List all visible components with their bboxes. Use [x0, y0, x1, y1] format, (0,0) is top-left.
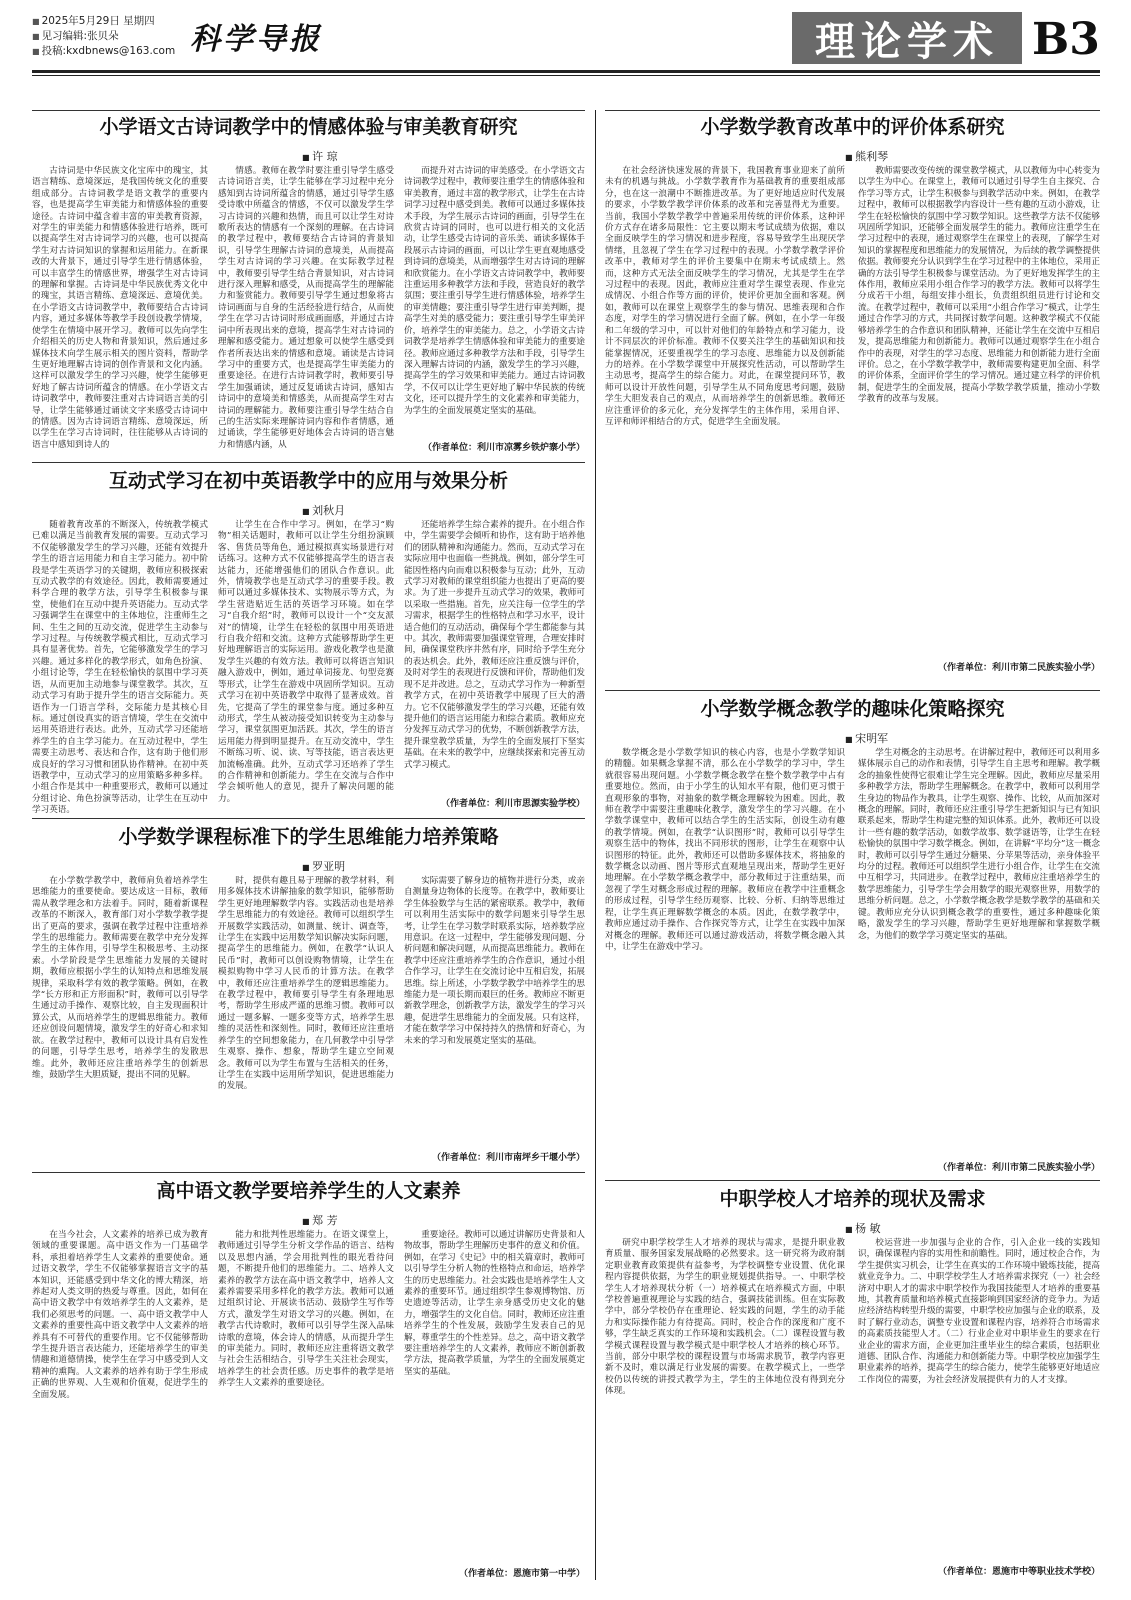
article-column: 数学概念是小学数学知识的核心内容，也是小学数学知识的精髓。如果概念掌握不清，那么在小学数学的学习中，学生就很容易出现问题。小学数学概念教学在整个数学教学中占有重要地位。然而，由于小学生的认知水平有限，他们更习惯于直观形象的事物，对抽象的数学概念理解较为困难。因此，教师在教学中需要注重趣味化教学，激发学生的学习兴趣。在小学数学课堂中，教师可以结合学生的生活实际，创设生动有趣的教学情境。例如，在教学“认识图形”时，教师可以引导学生观察生活中的物体，找出不同形状的图形，让学生在观察中认识图形的特征。此外，教师还可以借助多媒体技术，将抽象的数学概念以动画、图片等形式直观地呈现出来，帮助学生更好地理解。在小学数学概念教学中，部分教师过于注重结果，而忽视了学生对概念形成过程的理解。教师应在教学中注重概念的形成过程，引导学生经历观察、比较、分析、归纳等思维过程，让学生真正理解数学概念的本质。因此，在数学教学中，教师应通过动手操作、合作探究等方式，让学生在实践中加深对概念的理解。教师还可以通过游戏活动，将数学概念融入其中，让学生在游戏中学习。	[605, 748, 845, 952]
article-column: 还能培养学生综合素养的提升。在小组合作中，学生需要学会倾听和协作，这有助于培养他们的团队精神和沟通能力。然而，互动式学习在实际应用中也面临一些挑战。例如，部分学生可能因性格内向而难以积极参与互动；此外，互动式学习对教师的课堂组织能力也提出了更高的要求。为了进一步提升互动式学习的效果，教师可以采取一些措施。首先，应关注每一位学生的学习需求，根据学生的性格特点和学习水平，设计适合他们的互动活动，确保每个学生都能参与其中。其次，教师需要加强课堂管理，合理安排时间，确保课堂秩序井然有序，同时给予学生充分的表达机会。此外，教师还应注重反馈与评价，及时对学生的表现进行反馈和评价，帮助他们发现不足并改进。总之，互动式学习作为一种新型教学方式，在初中英语教学中展现了巨大的潜力。它不仅能够激发学生的学习兴趣，还能有效提升他们的语言运用能力和综合素质。教师应充分发挥互动式学习的优势，不断创新教学方法，提升课堂教学质量，为学生的全面发展打下坚实基础。在未来的教学中，应继续探索和完善互动式学习模式。	[404, 520, 585, 770]
article-rule	[32, 110, 585, 111]
article-rule	[605, 110, 1100, 111]
article-column: 在社会经济快速发展的背景下，我国教育事业迎来了前所未有的机遇与挑战。小学数学教育作为基础教育的重要组成部分，也在这一浪潮中不断推进改革。为了更好地适应时代发展的要求，小学数学教学评价体系的改革和完善显得尤为重要。当前，我国小学数学教学中普遍采用传统的评价体系，这种评价方式存在诸多局限性：它主要以期末考试成绩为依据，难以全面反映学生的学习情况和进步程度，容易导致学生出现厌学情绪，且忽视了学生在学习过程中的表现。小学数学教学评价改革中，教师对学生的评价主要集中在期末考试成绩上。然而，这种方式无法全面反映学生的学习情况，尤其是学生在学习过程中的表现。因此，教师应注重对学生课堂表现、作业完成情况、小组合作等方面的评价，使评价更加全面和客观。例如，教师可以在课堂上观察学生的参与情况、思维表现和合作态度，对学生的学习情况进行全面了解。例如，在小学一年级和二年级的学习中，可以针对他们的年龄特点和学习能力，设计不同层次的评价标准。教师不仅要关注学生的基础知识和技能掌握情况，还要重视学生的学习态度、思维能力以及创新能力的培养。在小学数学课堂中开展探究性活动，可以帮助学生主动思考，提高学生的综合能力。对此，在课堂提问环节，教师可以设计开放性问题，引导学生从不同角度思考问题，鼓励学生大胆发表自己的观点，从而培养学生的创新思维。教师还应注重评价的多元化，充分发挥学生的主体作用，采用自评、互评和师评相结合的方式，促进学生全面发展。	[605, 166, 845, 427]
article-title: 小学数学教育改革中的评价体系研究	[700, 116, 1005, 138]
article-column: 学生对概念的主动思考。在讲解过程中，教师还可以利用多媒体展示自己的动作和表情，引导学生自主思考和理解。教学概念的抽象性使得它很难让学生完全理解。因此，教师应尽量采用多种教学方法，帮助学生理解概念。在教学中，教师可以利用学生身边的物品作为教具，让学生观察、操作、比较，从而加深对概念的理解。同时，教师还应注重引导学生把新知识与已有知识联系起来，帮助学生构建完整的知识体系。此外，教师还可以设计一些有趣的数学活动，如数学故事、数学谜语等，让学生在轻松愉快的氛围中学习数学概念。例如，在讲解“平均分”这一概念时，教师可以引导学生通过分糖果、分苹果等活动，亲身体验平均分的过程。教师还可以组织学生进行小组合作，让学生在交流中互相学习，共同进步。在教学过程中，教师应注重培养学生的数学思维能力，引导学生学会用数学的眼光观察世界，用数学的思维分析问题。总之，小学数学概念教学是数学教学的基础和关键。教师应充分认识到概念教学的重要性，通过多种趣味化策略，激发学生的学习兴趣，帮助学生更好地理解和掌握数学概念，为他们的数学学习奠定坚实的基础。	[858, 748, 1100, 941]
author-affiliation: （作者单位：恩施市第一中学）	[458, 1569, 585, 1579]
article-author: ■ 杨 敏	[845, 1220, 881, 1236]
author-affiliation: （作者单位：利川市第二民族实验小学）	[937, 663, 1100, 673]
article-title: 小学数学概念教学的趣味化策略探究	[700, 698, 1005, 720]
author-affiliation: （作者单位：利川市南坪乡干堰小学）	[431, 1153, 585, 1163]
column-divider	[595, 110, 596, 1580]
article-rule	[605, 1180, 1100, 1181]
article-column: 在当今社会，人文素养的培养已成为教育领域的重要课题。高中语文作为一门基础学科，承担着培养学生人文素养的重要使命。通过语文教学，学生不仅能够掌握语言文字的基本知识，还能感受到中华文化的博大精深，培养起对人类文明的热爱与尊重。因此，如何在高中语文教学中有效培养学生的人文素养，是我们必须思考的问题。一、高中语文教学中人文素养的重要性高中语文教学中人文素养的培养具有不可替代的重要作用。它不仅能够帮助学生提升语言表达能力，还能培养学生的审美情趣和道德情操，使学生在学习中感受到人文精神的熏陶。人文素养的培养有助于学生形成正确的世界观、人生观和价值观，促进学生的全面发展。	[32, 1230, 208, 1400]
masthead-rule	[32, 70, 1100, 73]
article-title: 中职学校人才培养的现状及需求	[719, 1188, 986, 1210]
article-column: 随着教育改革的不断深入，传统教学模式已难以满足当前教育发展的需要。互动式学习不仅能够激发学生的学习兴趣，还能有效提升学生的语言运用能力和自主学习能力。初中阶段是学生英语学习的关键期，教师应积极探索互动式教学的有效途径。因此，教师需要通过科学合理的教学方法，引导学生积极参与课堂，使他们在互动中提升英语能力。互动式学习强调学生在课堂中的主体地位，注重师生之间、生生之间的互动交流，促进学生主动参与学习过程。与传统教学模式相比，互动式学习具有显著优势。首先，它能够激发学生的学习兴趣。通过多样化的教学形式，如角色扮演、小组讨论等，学生在轻松愉快的氛围中学习英语，从而更加主动地参与课堂教学。其次，互动式学习有助于提升学生的语言交际能力。英语作为一门语言学科，交际能力是其核心目标。通过创设真实的语言情境，学生在交流中运用英语进行表达。此外，互动式学习还能培养学生的自主学习能力。在互动过程中，学生需要主动思考、表达和合作，这有助于他们形成良好的学习习惯和团队协作精神。在初中英语教学中，互动式学习的应用策略多种多样。小组合作是其中一种重要形式，教师可以通过分组讨论、角色扮演等活动，让学生在互动中学习英语。	[32, 520, 208, 816]
article-title: 互动式学习在初中英语教学中的应用与效果分析	[108, 470, 508, 492]
author-affiliation: （作者单位：恩施市中等职业技术学校）	[937, 1567, 1100, 1577]
contact-email: ■ 投稿:kxdbnews@163.com	[32, 44, 175, 59]
article-column: 让学生在合作中学习。例如，在学习“购物”相关话题时，教师可以让学生分组扮演顾客、售货员等角色，通过模拟真实场景进行对话练习。这种方式不仅能够提高学生的语言表达能力，还能增强他们的团队合作意识。此外，情境教学也是互动式学习的重要手段。教师可以通过多媒体技术、实物展示等方式，为学生营造贴近生活的英语学习环境。如在学习“自我介绍”时，教师可以设计一个“交友派对”的情境，让学生在轻松的氛围中用英语进行自我介绍和交流。这种方式能够帮助学生更好地理解语言的实际运用。游戏化教学也是激发学生兴趣的有效方法。教师可以将语言知识融入游戏中，例如，通过单词接龙、句型竞赛等形式，让学生在游戏中巩固所学知识。互动式学习在初中英语教学中取得了显著成效。首先，它提高了学生的课堂参与度。通过多种互动形式，学生从被动接受知识转变为主动参与学习，课堂氛围更加活跃。其次，学生的语言运用能力得到明显提升。在互动交流中，学生不断练习听、说、读、写等技能，语言表达更加流畅准确。此外，互动式学习还培养了学生的合作精神和创新能力。学生在交流与合作中学会倾听他人的意见，提升了解决问题的能力。	[218, 520, 394, 804]
article-title: 小学语文古诗词教学中的情感体验与审美教育研究	[99, 116, 518, 138]
article-column: 教师需要改变传统的课堂教学模式，从以教师为中心转变为以学生为中心。在课堂上，教师可以通过引导学生自主探究、合作学习等方式，让学生积极参与到教学活动中来。例如，在教学过程中，教师可以根据教学内容设计一些有趣的互动小游戏，让学生在轻松愉快的氛围中学习数学知识。这些教学方法不仅能够巩固所学知识，还能够全面发展学生的能力。教师应注重学生在学习过程中的表现，通过观察学生在课堂上的表现，了解学生对知识的掌握程度和思维能力的发展情况，为后续的教学调整提供依据。教师要充分认识到学生在学习过程中的主体地位，采用正确的方法引导学生积极参与课堂活动。为了更好地发挥学生的主体作用，教师应采用小组合作学习的教学方法。教师可以将学生分成若干小组，每组安排小组长，负责组织组员进行讨论和交流。在教学过程中，教师可以采用“小组合作学习”模式，让学生通过合作学习的方式，共同探讨数学问题。这种教学模式不仅能够培养学生的合作意识和团队精神，还能让学生在交流中互相启发，提高思维能力和创新能力。教师可以通过观察学生在小组合作中的表现，对学生的学习态度、思维能力和创新能力进行全面评价。总之，在小学数学教学中，教师需要构建更加全面、科学的评价体系，全面评价学生的学习情况。通过建立科学的评价机制，促进学生的全面发展，提高小学数学教学质量，推动小学数学教育的改革与发展。	[858, 166, 1100, 405]
article-column: 而提升对古诗词的审美感受。在小学语文古诗词教学过程中，教师要注重学生的情感体验和审美教育，通过丰富的教学形式，让学生在古诗词学习过程中感受到美。教师可以通过多媒体技术手段，为学生展示古诗词的画面，引导学生在欣赏古诗词的同时，也可以进行相关的文化活动，让学生感受古诗词的音乐美、诵读多媒体手段展示古诗词的画面，可以让学生更直观地感受到诗词的意境美，从而增强学生对古诗词的理解和欣赏能力。在小学语文古诗词教学中，教师要注重运用多种教学方法和手段，营造良好的教学氛围；要注重引导学生进行情感体验，培养学生的审美情趣；要注重引导学生进行审美判断，提高学生对美的感受能力；要注重引导学生审美评价，培养学生的审美能力。总之，小学语文古诗词教学是培养学生情感体验和审美能力的重要途径。教师应通过多种教学方法和手段，引导学生深入理解古诗词的内涵，激发学生的学习兴趣，提高学生的学习效果和审美能力。通过古诗词教学，不仅可以让学生更好地了解中华民族的传统文化，还可以提升学生的文化素养和审美能力，为学生的全面发展奠定坚实的基础。	[404, 166, 585, 416]
article-rule	[605, 690, 1100, 691]
article-column: 时，提供有趣且易于理解的教学材料，利用多媒体技术讲解抽象的数学知识，能够帮助学生更好地理解数学内容。实践活动也是培养学生思维能力的有效途径。教师可以组织学生开展数学实践活动，如测量、统计、调查等，让学生在实践中运用数学知识解决实际问题，提高学生的思维能力。例如，在教学“认识人民币”时，教师可以创设购物情境，让学生在模拟购物中学习人民币的计算方法。在教学中，教师还应注重培养学生的逻辑思维能力。在教学过程中，教师要引导学生有条理地思考，帮助学生形成严谨的思维习惯。教师可以通过一题多解、一题多变等方式，培养学生思维的灵活性和深刻性。同时，教师还应注重培养学生的空间想象能力，在几何教学中引导学生观察、操作、想象，帮助学生建立空间观念。教师可以为学生布置与生活相关的任务，让学生在实践中运用所学知识，促进思维能力的发展。	[218, 876, 394, 1092]
issue-date: ■ 2025年5月29日 星期四	[32, 14, 175, 29]
author-affiliation: （作者单位：利川市第二民族实验小学）	[937, 1163, 1100, 1173]
article-column: 校运营进一步加强与企业的合作，引入企业一线的实践知识，确保课程内容的实用性和前瞻性。同时，通过校企合作，为学生提供实习机会，让学生在真实的工作环境中锻炼技能，提高就业竞争力。二、中职学校学生人才培养需求探究（一）社会经济对中职人才的需求中职学校作为我国技能型人才培养的重要基地，其教育质量和培养模式直接影响到国家经济的竞争力。为适应经济结构转型升级的需要，中职学校应加强与企业的联系，及时了解行业动态，调整专业设置和课程内容，培养符合市场需求的高素质技能型人才。（二）行业企业对中职毕业生的要求在行业企业的需求方面，企业更加注重毕业生的综合素质，包括职业道德、团队合作、沟通能力和创新能力等。中职学校应加强学生职业素养的培养，提高学生的综合能力，使学生能够更好地适应工作岗位的需要，为社会经济发展提供有力的人才支撑。	[858, 1238, 1100, 1385]
article-column: 实际需要了解身边的植物并进行分类，或亲自测量身边物体的长度等。在教学中，教师要让学生体验数学与生活的紧密联系。教学中，教师可以利用生活实际中的数学问题来引导学生思考，让学生在学习数学时联系实际，培养数学应用意识。在这一过程中，学生能够发现问题、分析问题和解决问题，从而提高思维能力。教师在教学中还应注重培养学生的合作意识，通过小组合作学习，让学生在交流讨论中互相启发，拓展思维。综上所述，小学数学教学中培养学生的思维能力是一项长期而艰巨的任务。教师应不断更新教学理念，创新教学方法，激发学生的学习兴趣，促进学生思维能力的全面发展。只有这样，才能在数学学习中保持持久的热情和好奇心，为未来的学习和发展奠定坚实的基础。	[404, 876, 585, 1046]
article-author: ■ 熊利琴	[845, 148, 888, 164]
article-rule	[32, 818, 585, 819]
article-column: 重要途径。教师可以通过讲解历史背景和人物故事，帮助学生理解历史事件的意义和价值。例如，在学习《史记》中的相关篇章时，教师可以引导学生分析人物的性格特点和命运，培养学生的历史思维能力。社会实践也是培养学生人文素养的重要环节。通过组织学生参观博物馆、历史遗迹等活动，让学生亲身感受历史文化的魅力，增强学生的文化自信。同时，教师还应注重培养学生的个性发展，鼓励学生发表自己的见解，尊重学生的个性差异。总之，高中语文教学要注重培养学生的人文素养，教师应不断创新教学方法，提高教学质量，为学生的全面发展奠定坚实的基础。	[404, 1230, 585, 1377]
article-author: ■ 宋明军	[845, 730, 888, 746]
masthead-info	[32, 14, 175, 59]
article-title: 小学数学课程标准下的学生思维能力培养策略	[118, 826, 499, 848]
article-column: 情感。教师在教学时要注重引导学生感受古诗词语言美，让学生能够在学习过程中充分感知到古诗词所蕴含的情感，通过引导学生感受诗歌中所蕴含的情感，不仅可以激发学生学习古诗词的兴趣和热情，而且可以让学生对诗歌所表达的情感有一个深刻的理解。在古诗词的教学过程中，教师要结合古诗词的背景知识，引导学生理解古诗词的意境美，从而提高学生对古诗词的学习兴趣。在实际教学过程中，教师要引导学生结合背景知识，对古诗词进行深入理解和感受，从而提高学生的理解能力和鉴赏能力。教师要引导学生通过想象将古诗词画面与自身的生活经验进行结合，从而使学生在学习古诗词时形成画面感，并通过古诗词中所表现出来的意境，提高学生对古诗词的理解和感受能力。通过想象可以使学生感受到作者所表达出来的情感和意境。诵读是古诗词学习中的重要方式，也是提高学生审美能力的重要途径。在进行古诗词教学时，教师要引导学生加强诵读，通过反复诵读古诗词，感知古诗词中的意境美和情感美，从而提高学生对古诗词的理解能力。教师要注重引导学生结合自己的生活实际来理解诗词内容和作者情感，通过诵读，学生能够更好地体会古诗词的语言魅力和情感内涵，从	[218, 166, 394, 450]
section-banner: 理论学术	[792, 12, 1022, 64]
article-column: 能力和批判性思维能力。在语文课堂上，教师通过引导学生分析文学作品的语言、结构以及思想内涵，学会用批判性的眼光看待问题，不断提升他们的思维能力。二、培养人文素养的教学方法在高中语文教学中，培养人文素养需要采用多样化的教学方法。教师可以通过组织讨论、开展读书活动、鼓励学生写作等方式，激发学生对语文学习的兴趣。例如，在教学古代诗歌时，教师可以引导学生深入品味诗歌的意境，体会诗人的情感，从而提升学生的审美能力。同时，教师还应注重将语文教学与社会生活相结合，引导学生关注社会现实，培养学生的社会责任感。历史事件的教学是培养学生人文素养的重要途径。	[218, 1230, 394, 1389]
masthead-rule-thin	[32, 75, 1100, 76]
article-author: ■ 许 琼	[302, 148, 338, 164]
newspaper-logo: 科学导报	[190, 22, 322, 57]
article-rule	[32, 462, 585, 463]
article-column: 古诗词是中华民族文化宝库中的瑰宝，其语言精练、意境深远，是我国传统文化的重要组成部分。古诗词教学是语文教学的重要内容，也是提高学生审美能力和情感体验的重要途径。古诗词中蕴含着丰富的审美教育资源，对学生的审美能力和情感体验进行培养，既可以提高学生对古诗词学习的兴趣，也可以提高学生对古诗词知识的掌握和运用能力。在新课改的大背景下，通过引导学生进行情感体验，可以丰富学生的情感世界，增强学生对古诗词的理解和掌握。古诗词是中华民族优秀文化中的瑰宝，其语言精练、意境深远、意境优美。在小学语文古诗词教学中，教师要结合古诗词内容，通过多媒体等教学手段创设教学情境，使学生在情境中展开学习。教师可以先向学生介绍相关的历史人物和背景知识，然后通过多媒体技术向学生展示相关的图片资料，帮助学生更好地理解古诗词的创作背景和文化内涵。这样可以激发学生的学习兴趣，使学生能够更好地了解古诗词所蕴含的情感。在小学语文古诗词教学中，教师要注重对古诗词语言美的引导，让学生能够通过诵读文字来感受古诗词中的情感。因为古诗词语言精练、意境深远，所以学生在学习古诗词时，往往能够从古诗词的语言中感知到诗人的	[32, 166, 208, 450]
page-number: B3	[1032, 14, 1100, 65]
article-column: 研究中职学校学生人才培养的现状与需求，是提升职业教育质量、服务国家发展战略的必然要求。这一研究将为政府制定职业教育政策提供有益参考，为学校调整专业设置、优化课程内容提供依据，为学生的职业规划提供指导。一、中职学校学生人才培养现状分析（一）培养模式在培养模式方面，中职学校普遍重视理论与实践的结合，强调技能训练。但在实际教学中，部分学校仍存在重理论、轻实践的问题，学生的动手能力和实际操作能力有待提高。同时，校企合作的深度和广度不够，学生缺乏真实的工作环境和实践机会。（二）课程设置与教学模式课程设置与教学模式是中职学校人才培养的核心环节。当前，部分中职学校的课程设置与市场需求脱节，教学内容更新不及时，难以满足行业发展的需要。在教学模式上，一些学校仍以传统的讲授式教学为主，学生的主体地位没有得到充分体现。	[605, 1238, 845, 1397]
author-affiliation: （作者单位：利川市思源实验学校）	[440, 799, 585, 809]
editor-line: ■ 见习编辑:张贝朵	[32, 29, 175, 44]
article-author: ■ 刘秋月	[302, 502, 345, 518]
article-author: ■ 郑 芳	[302, 1212, 338, 1228]
article-column: 在小学数学教学中，教师肩负着培养学生思维能力的重要使命。要达成这一目标，教师需从教学理念和方法着手。同时，随着新课程改革的不断深入，教育部门对小学数学教学提出了更高的要求，强调在教学过程中注重培养学生的思维能力。教师需要在教学中充分发挥学生的主体作用，引导学生积极思考、主动探索。小学阶段是学生思维能力发展的关键时期，教师应根据小学生的认知特点和思维发展规律，采取科学有效的教学策略。例如，在教学“长方形和正方形面积”时，教师可以引导学生通过动手操作、观察比较，自主发现面积计算公式，从而培养学生的逻辑思维能力。教师还应创设问题情境，激发学生的好奇心和求知欲。在教学过程中，教师可以设计具有启发性的问题，引导学生思考，培养学生的发散思维。此外，教师还应注重培养学生的创新思维，鼓励学生大胆质疑，提出不同的见解。	[32, 876, 208, 1080]
article-author: ■ 罗亚明	[302, 858, 345, 874]
article-title: 高中语文教学要培养学生的人文素养	[156, 1180, 461, 1202]
author-affiliation: （作者单位：利川市凉雾乡铁炉寨小学）	[422, 443, 585, 453]
article-rule	[32, 1172, 585, 1173]
